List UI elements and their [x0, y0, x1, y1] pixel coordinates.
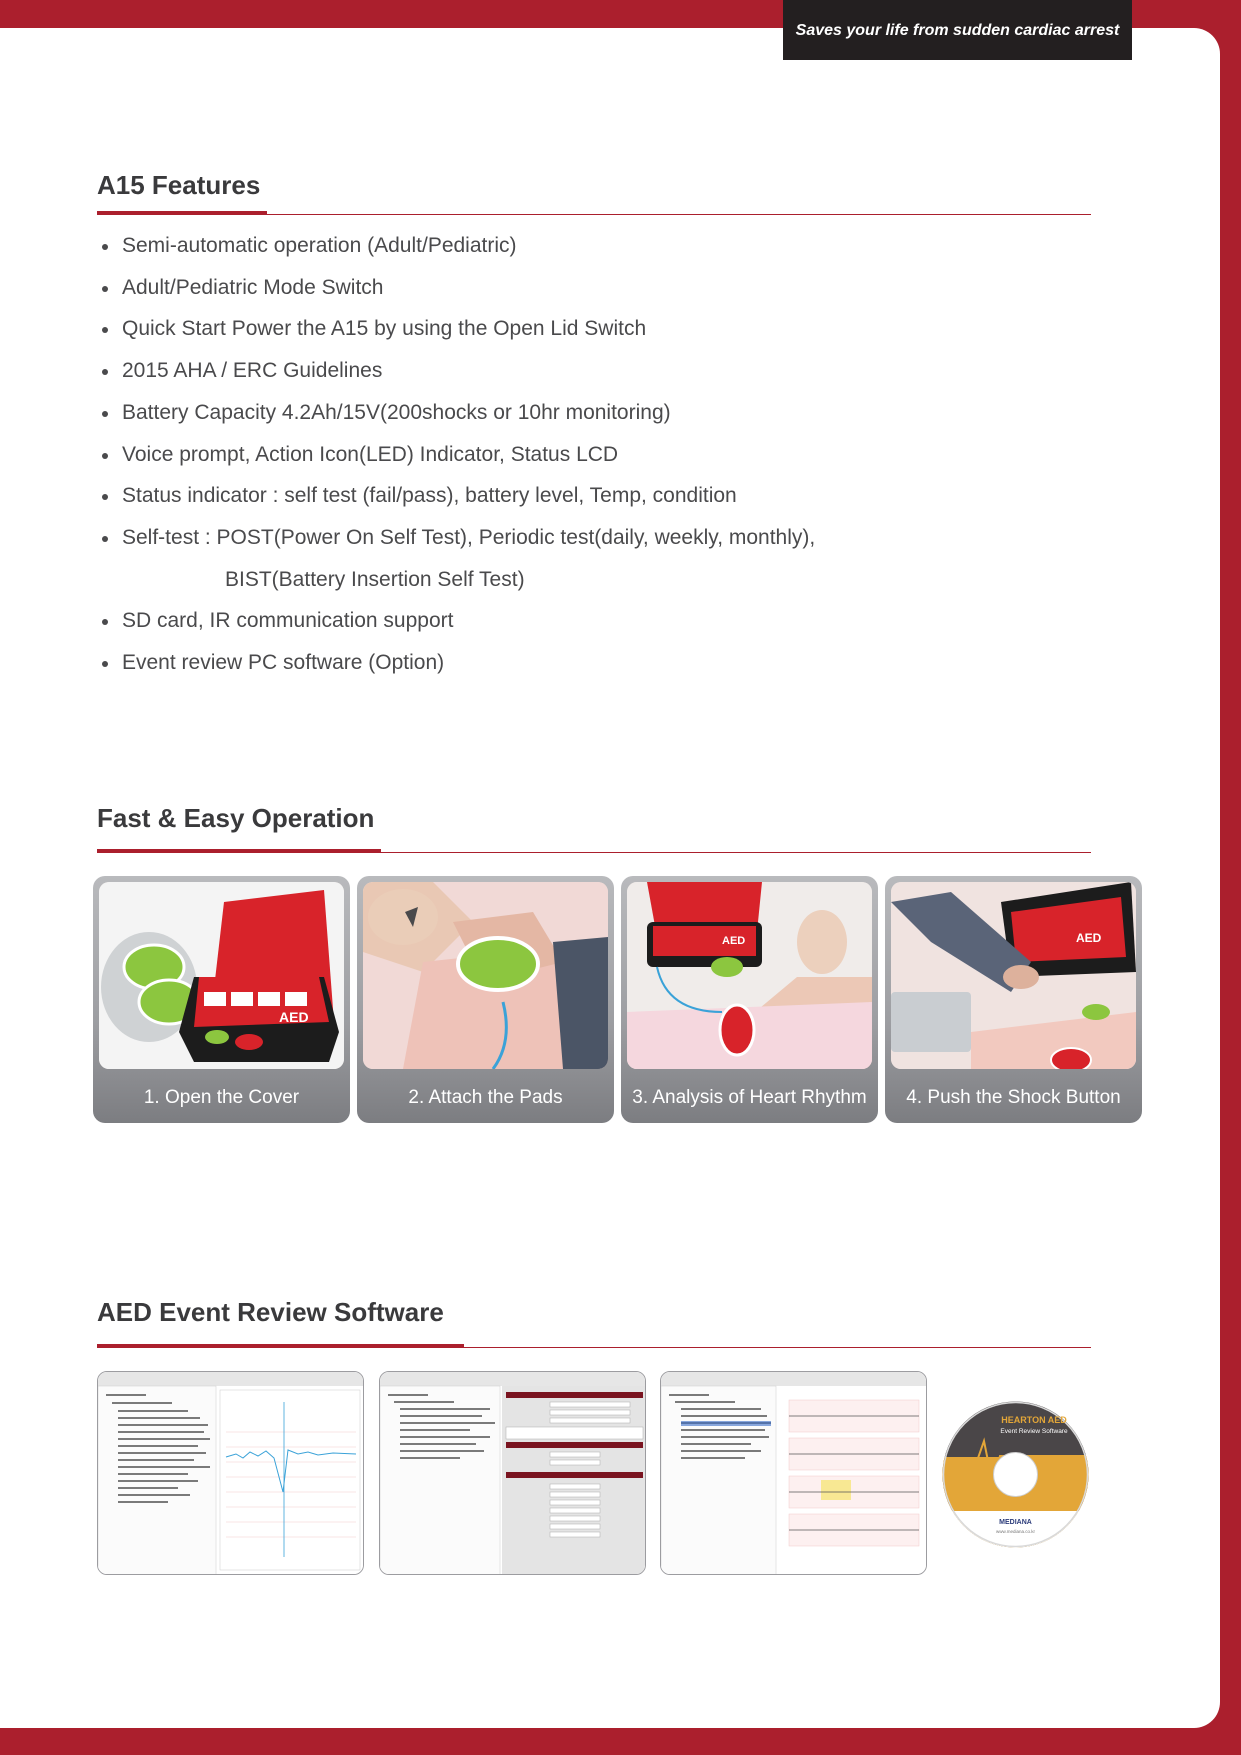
- feature-item: Semi-automatic operation (Adult/Pediatric): [97, 225, 1057, 267]
- step-attach-pads: [357, 876, 614, 1123]
- feature-item: SD card, IR communication support: [97, 600, 1057, 642]
- feature-item: Adult/Pediatric Mode Switch: [97, 267, 1057, 309]
- software-screenshot-strips: [660, 1371, 927, 1575]
- features-title: A15 Features: [97, 170, 261, 200]
- push-shock-photo: [891, 882, 1136, 1069]
- svg-text:AED: AED: [1076, 931, 1102, 945]
- cd-product: Event Review Software: [1000, 1428, 1068, 1435]
- feature-item: Event review PC software (Option): [97, 642, 1057, 684]
- open-cover-photo: [99, 882, 344, 1069]
- feature-continuation: BIST(Battery Insertion Self Test): [225, 567, 525, 591]
- header-tagline: Saves your life from sudden cardiac arrest: [783, 0, 1132, 60]
- step-push-shock: [885, 876, 1142, 1123]
- software-title: AED Event Review Software: [97, 1297, 444, 1327]
- operation-title: Fast & Easy Operation: [97, 803, 375, 833]
- feature-item: Voice prompt, Action Icon(LED) Indicator, Status LCD: [97, 434, 1057, 476]
- step-open-cover: [93, 876, 350, 1123]
- aed-label: AED: [279, 1009, 309, 1025]
- operation-rule: [97, 852, 1091, 853]
- feature-item: Status indicator : self test (fail/pass), battery level, Temp, condition: [97, 475, 1057, 517]
- software-screenshot-ecg: [97, 1371, 364, 1575]
- step-caption: 1. Open the Cover: [143, 1087, 300, 1108]
- features-list: [97, 225, 1057, 684]
- cd-brand: HEARTON AED: [1001, 1415, 1067, 1425]
- feature-item: 2015 AHA / ERC Guidelines: [97, 350, 1057, 392]
- feature-item: Self-test : POST(Power On Self Test), Periodic test(daily, weekly, monthly), BIST(Battery Insertion Self Test): [97, 517, 1057, 600]
- step-caption: 3. Analysis of Heart Rhythm: [632, 1087, 867, 1108]
- step-caption: 4. Push the Shock Button: [906, 1087, 1121, 1108]
- cd-url: www.mediana.co.kr: [995, 1529, 1036, 1534]
- features-rule: [97, 214, 1091, 215]
- feature-item: Quick Start Power the A15 by using the Open Lid Switch: [97, 308, 1057, 350]
- feature-item: Battery Capacity 4.2Ah/15V(200shocks or 10hr monitoring): [97, 392, 1057, 434]
- step-caption: 2. Attach the Pads: [408, 1087, 563, 1108]
- software-rule: [97, 1347, 1091, 1348]
- software-cd: [942, 1401, 1089, 1548]
- attach-pads-photo: [363, 882, 608, 1069]
- analysis-photo: [627, 882, 872, 1069]
- software-screenshot-settings: [379, 1371, 646, 1575]
- cd-maker: MEDIANA: [999, 1519, 1032, 1526]
- svg-text:AED: AED: [722, 935, 746, 947]
- step-analysis: [621, 876, 878, 1123]
